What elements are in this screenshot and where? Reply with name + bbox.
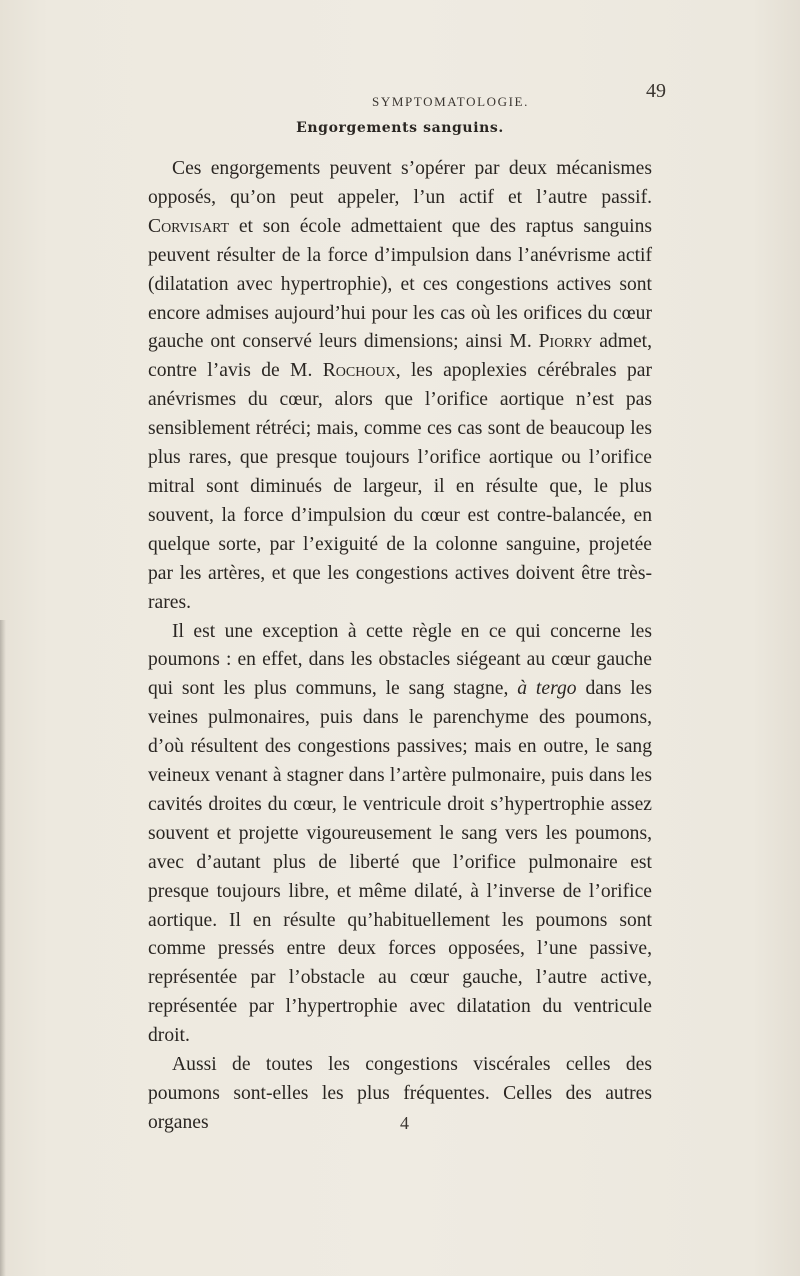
author-name: Rochoux	[322, 360, 396, 382]
author-name: Corvisart	[148, 215, 230, 237]
page-number: 49	[646, 80, 666, 102]
text-run: Aussi de toutes les congestions viscérales celles des poumons sont-elles les plus fréquentes. Celles des autres organes	[148, 1054, 652, 1133]
paragraph	[148, 618, 652, 1052]
section-heading: Engorgements sanguins.	[296, 120, 504, 136]
text-run: et son école admettaient que des raptus sanguins peuvent résulter de la force d’impulsion dans l’anévrisme actif (dilatation avec hypertrophie), et ces congestions actives sont encore admises aujourd’hui pour les cas où les orifices du cœur gauche ont conservé leurs dimensions; ainsi M.	[148, 215, 652, 353]
page-edge-shadow	[0, 620, 6, 1276]
author-name: Piorry	[538, 331, 593, 353]
running-title: SYMPTOMATOLOGIE.	[372, 94, 529, 109]
text-run: Il est une exception à cette règle en ce qui concerne les poumons : en effet, dans les obstacles siégeant au cœur gauche qui sont les plus communs, le sang stagne,	[148, 620, 652, 700]
paragraph	[148, 155, 652, 618]
text-run: dans les veines pulmonaires, puis dans le parenchyme des poumons, d’où résultent des congestions passives; mais en outre, le sang veineux venant à stagner dans l’artère pulmonaire, puis dans les cavités droites du cœur, le ventricule droit s’hypertrophie assez souvent et projette vigoureusement le sang vers les poumons, avec d’autant plus de liberté que l’orifice pulmonaire est presque toujours libre, et même dilaté, à l’inverse de l’orifice aortique. Il en résulte qu’habituellement les poumons sont comme pressés entre deux forces opposées, l’une passive, représentée par l’obstacle au cœur gauche, l’autre active, représentée par l’hypertrophie avec dilatation du ventricule droit.	[148, 678, 652, 1047]
text-run: admet, contre l’avis de M.	[148, 331, 653, 382]
text-run: , les apoplexies cérébrales par anévrismes du cœur, alors que l’orifice aortique n’est pas sensiblement rétréci; mais, comme ces cas sont de beaucoup les plus rares, que presque toujours l’orifice aortique ou l’orifice mitral sont diminués de largeur, il en résulte que, le plus souvent, la force d’impulsion du cœur est contre-balancée, en quelque sorte, par l’exiguité de la colonne sanguine, projetée par les artères, et que les congestions actives doivent être très-rares.	[148, 360, 652, 613]
signature-mark: 4	[400, 1113, 409, 1133]
italic-phrase: à tergo	[517, 678, 577, 700]
body-text	[148, 155, 652, 1138]
text-run: Ces engorgements peuvent s’opérer par deux mécanismes opposés, qu’on peut appeler, l’un actif et l’autre passif.	[148, 158, 652, 208]
